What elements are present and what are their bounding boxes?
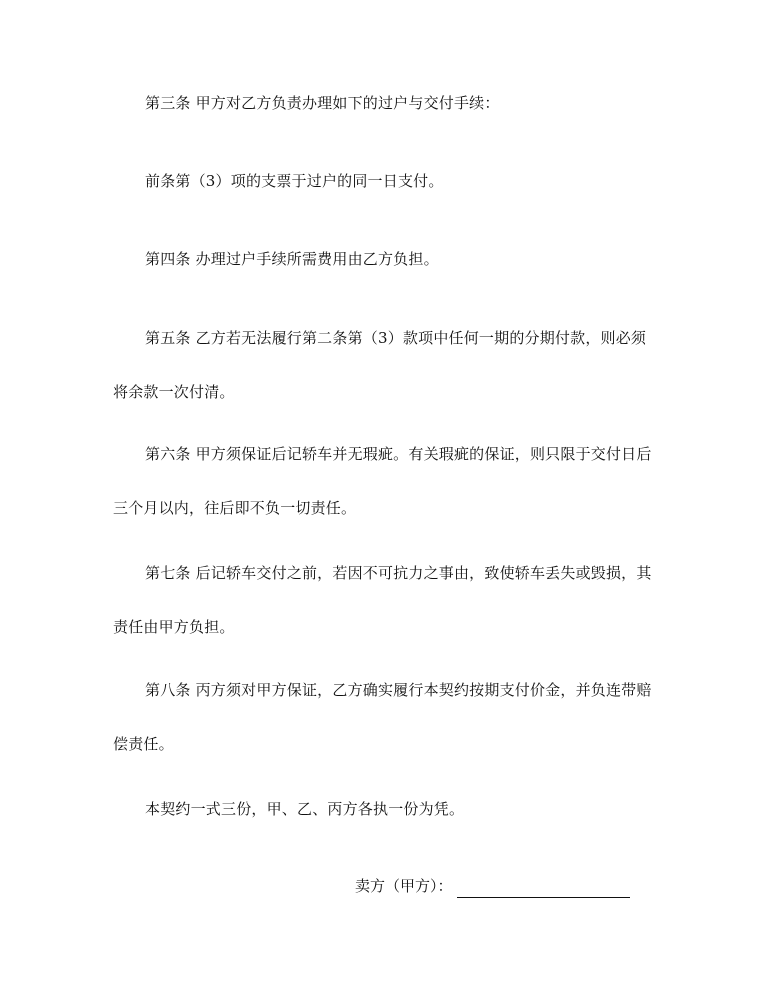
- article-4: 第四条 办理过户手续所需费用由乙方负担。: [145, 250, 439, 268]
- article-3: 第三条 甲方对乙方负责办理如下的过户与交付手续：: [145, 94, 500, 112]
- article-8: 第八条 丙方须对甲方保证，乙方确实履行本契约按期支付价金，并负连带赔偿责任。: [113, 681, 652, 753]
- article-6: 第六条 甲方须保证后记轿车并无瑕疵。有关瑕疵的保证，则只限于交付日后三个月以内，往后即不负一切责任。: [113, 445, 652, 517]
- article-3-note: 前条第（3）项的支票于过户的同一日支付。: [145, 172, 444, 190]
- seller-signature: [355, 874, 630, 898]
- seller-label: 卖方（甲方）：: [355, 877, 453, 895]
- article-5: 第五条 乙方若无法履行第二条第（3）款项中任何一期的分期付款，则必须将余款一次付清。: [113, 329, 647, 401]
- copies-clause: 本契约一式三份，甲、乙、丙方各执一份为凭。: [145, 800, 465, 818]
- article-7: 第七条 后记轿车交付之前，若因不可抗力之事由，致使轿车丢失或毁损，其责任由甲方负担。: [113, 564, 652, 636]
- seller-signature-line[interactable]: [457, 879, 630, 898]
